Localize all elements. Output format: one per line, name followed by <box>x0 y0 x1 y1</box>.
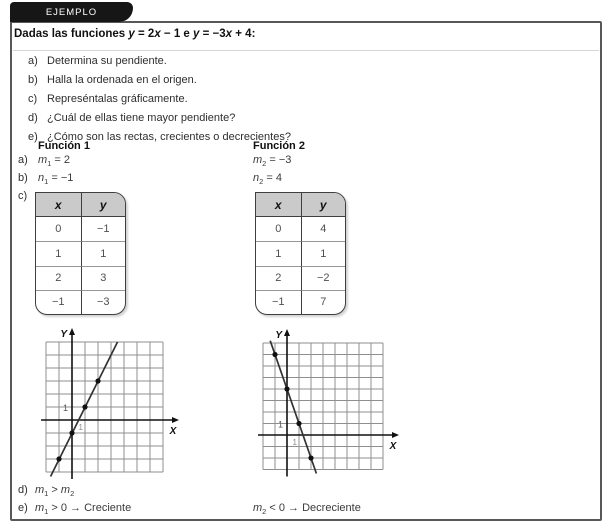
table-header-x: x <box>36 193 81 217</box>
answer-d-label: d) <box>18 484 28 496</box>
table-cell: 2 <box>36 266 81 290</box>
funcion-2-intercept: $n_2 = 4$ <box>253 172 282 187</box>
question-c-text: Represéntalas gráficamente. <box>47 93 188 105</box>
table-cell: −1 <box>81 217 126 241</box>
question-b <box>28 74 197 86</box>
answer-d-comparison: $m_1 > m_2$ <box>35 484 75 499</box>
funcion-1-value-table <box>35 192 126 315</box>
question-d <box>28 112 235 124</box>
table-cell: 3 <box>81 266 126 290</box>
table-cell: 0 <box>275 223 282 236</box>
table-cell: −2 <box>301 266 346 290</box>
table-header-x: x <box>256 193 301 217</box>
question-c <box>28 93 188 105</box>
funcion-1-slope: $m_1 = 2$ <box>38 154 70 169</box>
answer-e-funcion-2: $m_2 < 0$ → Decreciente <box>253 502 361 517</box>
question-a-text: Determina su pendiente. <box>47 55 167 67</box>
svg-text:X: X <box>389 441 397 452</box>
ejemplo-tab <box>10 2 133 22</box>
svg-text:1: 1 <box>62 403 68 413</box>
answer-b-label: b) <box>18 172 28 184</box>
svg-text:1: 1 <box>78 423 83 432</box>
question-b-text: Halla la ordenada en el origen. <box>47 74 197 86</box>
title-divider <box>13 50 599 51</box>
funcion-2-value-table <box>255 192 346 315</box>
answer-a-label: a) <box>18 154 28 166</box>
funcion-1-graph <box>32 327 187 490</box>
table-cell: −1 <box>256 290 301 314</box>
svg-text:Y: Y <box>60 329 67 340</box>
question-d-text: ¿Cuál de ellas tiene mayor pendiente? <box>47 112 236 124</box>
question-b-label: b) <box>28 74 38 86</box>
question-e-label: e) <box>28 131 38 143</box>
table-cell: 7 <box>301 290 346 314</box>
table-cell: 2 <box>256 266 301 290</box>
table-header-y: y <box>301 193 346 217</box>
question-a <box>28 55 167 67</box>
funcion-1-intercept: $n_1 = -1$ <box>38 172 74 187</box>
question-d-label: d) <box>28 112 38 124</box>
table-cell: 4 <box>301 217 346 241</box>
question-e-text: ¿Cómo son las rectas, crecientes o decrecientes? <box>47 131 291 143</box>
funcion-2-slope: $m_2 = -3$ <box>253 154 292 169</box>
funcion-2-graph <box>249 328 407 488</box>
table-header-y: y <box>81 193 126 217</box>
svg-text:Y: Y <box>275 330 282 341</box>
table-cell: 1 <box>301 241 346 265</box>
question-c-label: c) <box>28 93 38 105</box>
funcion-1-title: Función 1 <box>38 140 90 152</box>
svg-text:1: 1 <box>277 419 283 430</box>
answer-c-label: c) <box>18 190 28 202</box>
funcion-2-title: Función 2 <box>253 140 305 152</box>
svg-text:1: 1 <box>292 438 297 447</box>
table-cell: 1 <box>36 241 81 265</box>
table-cell: 0 <box>55 223 62 236</box>
problem-statement: Dadas las funciones y = 2x − 1 e y = −3x + 4: <box>14 28 256 40</box>
table-cell: −1 <box>36 290 81 314</box>
table-cell: −3 <box>81 290 126 314</box>
answer-e-funcion-1: $m_1 > 0$ → Creciente <box>35 502 132 517</box>
svg-text:X: X <box>169 426 177 437</box>
ejemplo-tab-label: EJEMPLO <box>45 6 98 18</box>
question-a-label: a) <box>28 55 38 67</box>
answer-e-label: e) <box>18 502 28 514</box>
table-cell: 1 <box>256 241 301 265</box>
table-cell: 1 <box>81 241 126 265</box>
